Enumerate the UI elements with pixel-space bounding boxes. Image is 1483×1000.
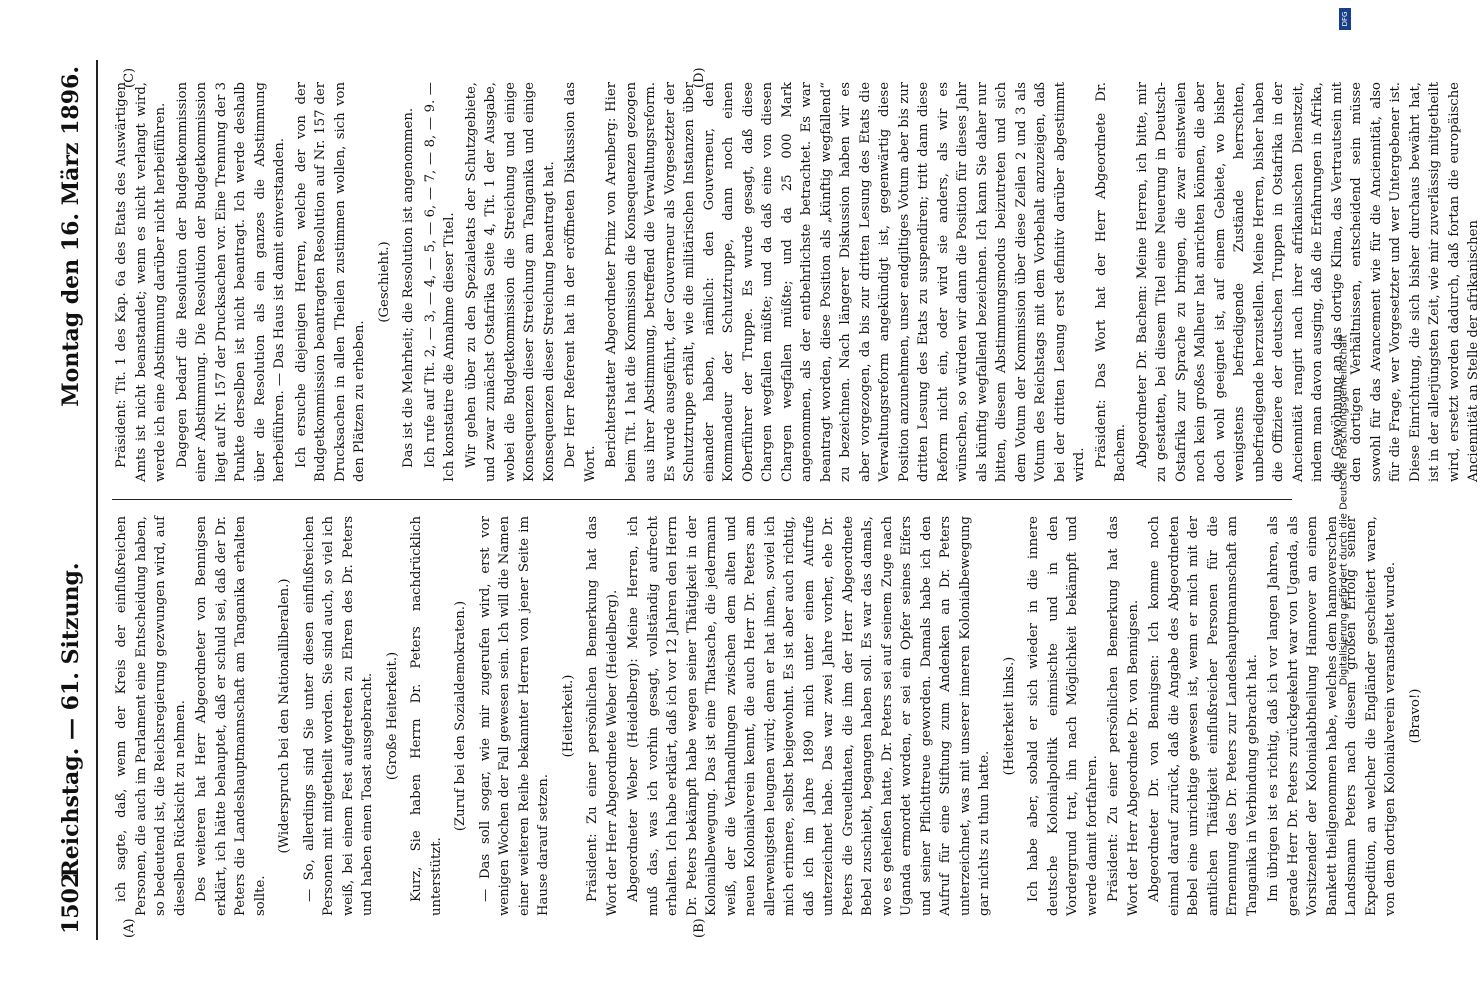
paragraph: Kurz, Sie haben Herrn Dr. Peters nachdrücklich unterstützt.: [408, 516, 443, 916]
dfg-logo: DFG: [1339, 8, 1351, 30]
paragraph: (Geschieht.): [376, 241, 391, 323]
paragraph: Des weiteren hat Herr Abgeordneter von Bennigsen erklärt, ich hätte behauptet, daß er schuld sei, daß der Dr. Peters die Landeshauptmannschaft am Tanganika erhalten sollte.: [193, 516, 267, 916]
paragraph: (Zuruf bei den Sozialdemokraten.): [452, 600, 468, 832]
margin-mark-c: (C): [121, 67, 137, 88]
paragraph: — Das soll sogar, wie mir zugerufen wird, erst vor wenigen Wochen der Fall gewesen sein. Ich will die Namen einer weiteren Reihe bekannter Herren von jener Seite im Hause darauf setzen.: [477, 516, 551, 916]
paragraph: Ich rufe auf Tit. 2, — 3, — 4, — 5, — 6, — 7, — 8, — 9. — Ich konstatire die Annahme dieser Titel.: [422, 82, 457, 482]
paragraph: ich sagte, daß, wenn der Kreis der einflußreichen Personen, die auch im Parlament eine Entscheidung haben, so bedeutend ist, die Reichsregierung gezwungen wird, auf dieselben Rücksicht zu nehmen.: [113, 516, 187, 916]
paragraph: Abgeordneter Dr. von Bennigsen: Ich komme noch einmal darauf zurück, daß die Angabe des Abgeordneten Bebel eine unrichtige gewesen ist, wenn er mich mit der amtlichen Thätigkeit einflußreicher Personen für die Ernennung des Dr. Peters zur Landeshauptmannschaft am Tanganika in Verbindung gebracht hat.: [1146, 516, 1259, 916]
paragraph: Ich ersuche diejenigen Herren, welche der von der Budgetkommission beantragten Resolution auf Nr. 157 der Drucksachen in allen Theilen zustimmen wollen, sich von den Plätzen zu erheben.: [293, 82, 367, 482]
paragraph: Abgeordneter Weber (Heidelberg): Meine Herren, ich muß das, was ich vorhin gesagt, vollständig aufrecht erhalten. Ich habe erklärt, daß ich vor 12 Jahren den Herrn Dr. Peters bekämpft habe wegen seiner Thätigkeit in der Kolonialbewegung. Das ist eine Thatsache, die jedermann weiß, der die Verhandlungen zwischen dem alten und neuen Kolonialverein kennt, die auch Herr Dr. Peters am allerwenigsten leugnen wird; denn er hat ihnen, soviel ich mich erinnere, selbst beigewohnt. Es ist aber auch richtig, daß ich im Jahre 1890 mich unter einem Aufrufe unterzeichnet habe. Das war zwei Jahre vorher, ehe Dr. Peters die Greuelthaten, die ihm der Herr Abgeordnete Bebel zuschiebt, begangen haben soll. Es war das damals, wo es geheißen hatte, Dr. Peters sei auf seinem Zuge nach Uganda ermordet worden, er sei ein Opfer seines Eifers und seiner Pflichttreue geworden. Damals habe ich den Aufruf für eine Stiftung zum Andenken an Dr. Peters unterzeichnet, was mit unserer inneren Kolonialbewegung gar nichts zu thun hatte.: [625, 516, 992, 916]
margin-mark-d: (D): [691, 67, 707, 88]
header-rule: [96, 60, 98, 940]
header-date: Montag den 16. März 1896.: [57, 66, 84, 407]
paragraph: Dagegen bedarf die Resolution der Budgetkommission einer Abstimmung. Die Resolution der Budgetkommission liegt auf Nr. 157 der Drucksachen vor. Eine Trennung der 3 Punkte derselben ist nicht beantragt. Ich werde deshalb über die Resolution als ein ganzes die Abstimmung herbeiführen. — Das Haus ist damit einverstanden.: [174, 82, 287, 482]
paragraph: — So, allerdings sind Sie unter diesen einflußreichen Personen mit mitgetheilt worden. Sie sind auch, so viel ich weiß, bei einem Fest aufgetreten zu Ehren des Dr. Peters und haben einen Toast ausgebracht.: [301, 516, 375, 916]
paragraph: (Bravo!): [1407, 688, 1422, 744]
paragraph: Ich habe aber, sobald er sich wieder in die innere deutsche Kolonialpolitik einmischte und in den Vordergrund trat, ihn nach Möglichkeit bekämpft und werde damit fortfahren.: [1025, 516, 1099, 916]
margin-mark-b: (B): [691, 918, 707, 938]
paragraph: Der Herr Referent hat in der eröffneten Diskussion das Wort.: [562, 82, 597, 482]
paragraph: Präsident: Zu einer persönlichen Bemerkung hat das Wort der Herr Abgeordnete Weber (Heidelberg).: [584, 516, 619, 916]
paragraph: Präsident: Tit. 1 des Kap. 6a des Etats des Auswärtigen Amts ist nicht beanstandet; wenn es nicht verlangt wird, werde ich eine Abstimmung darüber nicht herbeiführen.: [113, 82, 168, 482]
left-column: [112, 516, 1422, 916]
right-column: [112, 82, 1481, 482]
paragraph: Präsident: Das Wort hat der Herr Abgeordnete Dr. Bachem.: [1093, 82, 1128, 482]
digitization-note: Digitalisierung gefördert durch die Deutsche Forschungsgemeinschaft: [1338, 334, 1350, 686]
page-header: [58, 60, 88, 940]
paragraph: Abgeordneter Dr. Bachem: Meine Herren, ich bitte, mir zu gestatten, bei diesem Titel eine Neuerung in Deutsch-Ostafrika zur Sprache zu bringen, die zwar einstweilen noch kein großes Malheur hat anrichten können, die aber doch wohl geeignet ist, auf einem Gebiete, wo bisher wenigstens befriedigende Zustände herrschten, unbefriedigende herzustellen. Meine Herren, bisher haben die Offiziere der deutschen Truppen in Ostafrika in der Anciennität rangirt nach ihrer afrikanischen Dienstzeit, indem man davon ausging, daß die Erfahrungen in Afrika, die Gewöhnung an das dortige Klima, das Vertrautsein mit den dortigen Verhältnissen, entscheidend sein müsse sowohl für das Avancement wie für die Anciennität, also für die Frage, wer Vorgesetzter und wer Untergebener ist. Diese Einrichtung, die sich bisher durchaus bewährt hat, ist in der allerjüngsten Zeit, wie mir zuverlässig mitgetheilt wird, ersetzt worden dadurch, daß fortan die europäische Anciennität an Stelle der afrikanischen: [1134, 82, 1481, 482]
paragraph: (Große Heiterkeit.): [384, 651, 399, 781]
column-divider: [112, 499, 1292, 500]
paragraph: Das ist die Mehrheit; die Resolution ist angenommen.: [400, 107, 416, 468]
paragraph: (Widerspruch bei den Nationalliberalen.): [276, 578, 292, 854]
page-number: 1502: [57, 872, 84, 934]
paragraph: Präsident: Zu einer persönlichen Bemerkung hat das Wort der Herr Abgeordnete Dr. von Bennigsen.: [1105, 516, 1140, 916]
paragraph: Im übrigen ist es richtig, daß ich vor langen Jahren, als gerade Herr Dr. Peters zurückgekehrt war von Uganda, als Vorsitzender der Kolonialabtheilung Hannover an einem Bankett theilgenommen habe, welches dem hannoverschen Landsmann Peters nach diesem großen Erfolg seiner Expedition, an welcher die Engländer gescheitert waren, von dem dortigen Kolonialverein veranstaltet wurde.: [1265, 516, 1398, 916]
paragraph: (Heiterkeit links.): [1001, 656, 1016, 776]
margin-mark-a: (A): [121, 918, 137, 938]
header-left-title: Reichstag. — 61. Sitzung.: [57, 562, 84, 878]
paragraph: (Heiterkeit.): [560, 674, 575, 758]
paragraph: Berichterstatter Abgeordneter Prinz von Arenberg: Hier beim Tit. 1 hat die Kommission die Konsequenzen gezogen aus ihrer Abstimmung, betreffend die Verwaltungsreform. Es wurde ausgeführt, der Gouverneur als Vorgesetzter der Schutztruppe erhält, wie die militärischen Instanzen über einander haben, nämlich: den Gouverneur, den Kommandeur der Schutztruppe, dann noch einen Oberführer der Truppe. Es wurde gesagt, daß diese Chargen wegfallen müßte; und da daß eine von diesen Chargen wegfallen müßte; und da 25 000 Mark angenommen, als der entbehrlichste betrachtet. Es war beantragt worden, diese Position als „künftig wegfallend“ zu bezeichnen. Nach längerer Diskussion haben wir es aber vorgezogen, da bis zur dritten Lesung des Etats die Verwaltungsreform angekündigt ist, gegenwärtig diese Position anzunehmen, unser endgiltiges Votum aber bis zur dritten Lesung des Etats zu suspendiren; tritt dann diese Reform nicht ein, oder wird sie anders, als wir es wünschen, so würden wir dann die Position für dieses Jahr als künftig wegfallend bezeichnen. Ich kann Sie daher nur bitten, diesem Abstimmungsmodus beizutreten und sich dem Votum der Kommission über diese Zeilen 2 und 3 als Votum des Reichstags mit dem Vorbehalt anzuzeigen, daß bei der dritten Lesung erst definitiv darüber abgestimmt wird.: [603, 82, 1087, 482]
paragraph: Wir gehen über zu den Spezialetats der Schutzgebiete, und zwar zunächst Ostafrika Seite 4, Tit. 1 der Ausgabe, wobei die Budgetkommission die Streichung und einige Konsequenzen dieser Streichung am Tanganika und einige Konsequenzen dieser Streichung beantragt hat.: [463, 82, 556, 482]
